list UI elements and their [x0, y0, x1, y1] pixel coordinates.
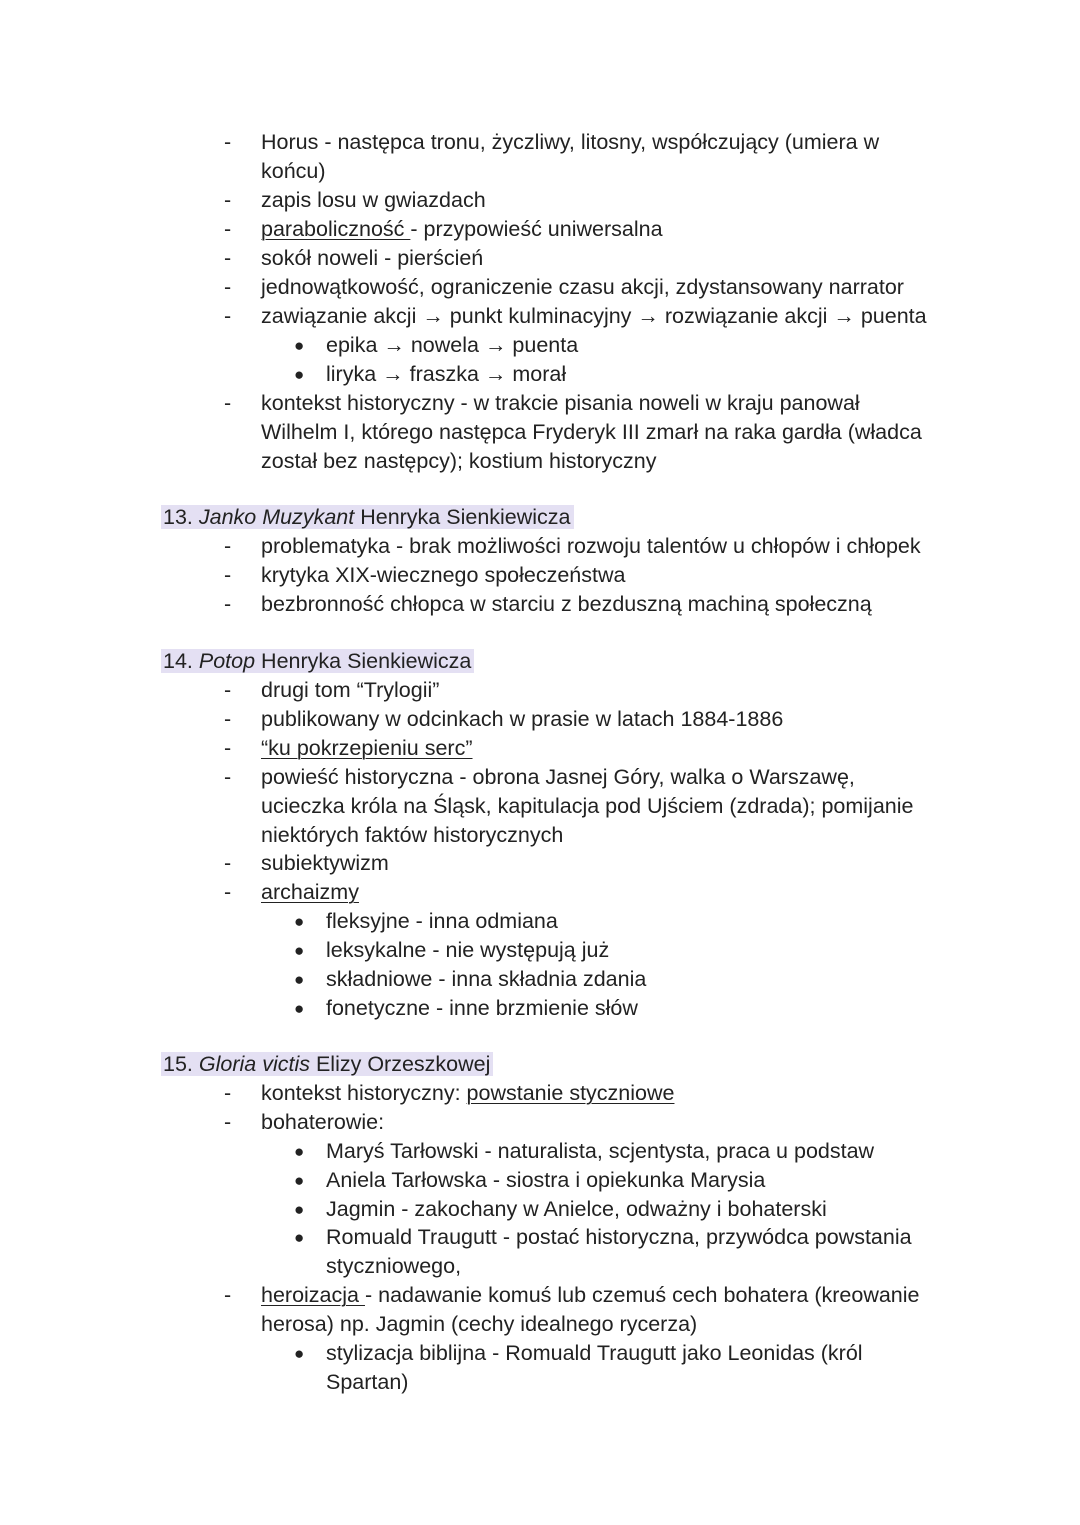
section-number: 15.	[163, 1052, 199, 1076]
list-item-bohaterowie: bohaterowie:	[261, 1110, 385, 1134]
list-item-horus: Horus - następca tronu, życzliwy, litosny, współczujący (umiera w	[261, 130, 880, 154]
sub-item-epika: epika → nowela → puenta	[326, 333, 579, 357]
bullet-marker: ●	[294, 1171, 305, 1190]
dash-marker: -	[224, 592, 232, 616]
dash-marker: -	[224, 534, 232, 558]
dash-marker: -	[224, 1283, 232, 1307]
term-powstanie: powstanie styczniowe	[466, 1081, 675, 1105]
list-item-publikowany: publikowany w odcinkach w prasie w latach 1884-1886	[261, 707, 784, 731]
dash-marker: -	[224, 563, 232, 587]
list-item-powiesc-cont: ucieczka króla na Śląsk, kapitulacja pod Ujściem (zdrada); pomijanie	[261, 794, 914, 818]
work-title: Janko Muzykant	[198, 505, 355, 529]
list-item-powiesc-cont: niektórych faktów historycznych	[261, 823, 564, 847]
list-item-archaizmy: archaizmy	[261, 880, 359, 904]
bullet-marker: ●	[294, 941, 305, 960]
sub-item-leksykalne: leksykalne - nie występują już	[326, 938, 610, 962]
bullet-marker: ●	[294, 336, 305, 355]
dash-marker: -	[224, 1081, 232, 1105]
dash-marker: -	[224, 217, 232, 241]
list-item-horus-cont: końcu)	[261, 159, 326, 183]
definition-text: - przypowieść uniwersalna	[410, 217, 663, 241]
section-number: 13.	[163, 505, 199, 529]
sub-item-aniela: Aniela Tarłowska - siostra i opiekunka Marysia	[326, 1168, 766, 1192]
dash-marker: -	[224, 880, 232, 904]
list-item-kontekst: kontekst historyczny - w trakcie pisania noweli w kraju panował	[261, 391, 860, 415]
section-heading-14	[163, 647, 474, 676]
label-text: kontekst historyczny:	[261, 1081, 467, 1105]
sub-item-stylizacja: stylizacja biblijna - Romuald Traugutt jako Leonidas (król	[326, 1341, 863, 1365]
sub-item-marys: Maryś Tarłowski - naturalista, scjentysta, praca u podstaw	[326, 1139, 875, 1163]
section-number: 14.	[163, 649, 199, 673]
list-item-kontekst-cont: Wilhelm I, którego następca Fryderyk III zmarł na raka gardła (władca	[261, 420, 922, 444]
work-author: Henryka Sienkiewicza	[354, 505, 571, 529]
work-author: Henryka Sienkiewicza	[255, 649, 472, 673]
list-item-kontekst-historyczny	[261, 1079, 674, 1108]
work-author: Elizy Orzeszkowej	[309, 1052, 491, 1076]
dash-marker: -	[224, 678, 232, 702]
dash-marker: -	[224, 851, 232, 875]
sub-item-liryka: liryka → fraszka → morał	[326, 362, 567, 386]
bullet-marker: ●	[294, 1344, 305, 1363]
dash-marker: -	[224, 246, 232, 270]
sub-item-jagmin: Jagmin - zakochany w Anielce, odważny i bohaterski	[326, 1197, 827, 1221]
section-heading-15	[163, 1050, 493, 1079]
work-title: Gloria victis	[198, 1052, 310, 1076]
bullet-marker: ●	[294, 1228, 305, 1247]
definition-text: - nadawanie komuś lub czemuś cech bohatera (kreowanie	[364, 1283, 920, 1307]
bullet-marker: ●	[294, 365, 305, 384]
list-item-sokol: sokół noweli - pierścień	[261, 246, 484, 270]
list-item-jednowatkowosc: jednowątkowość, ograniczenie czasu akcji, zdystansowany narrator	[261, 275, 904, 299]
list-item-heroizacja	[261, 1281, 920, 1310]
list-item-problematyka: problematyka - brak możliwości rozwoju talentów u chłopów i chłopek	[261, 534, 921, 558]
sub-item-fonetyczne: fonetyczne - inne brzmienie słów	[326, 996, 638, 1020]
term-heroizacja: heroizacja	[261, 1283, 365, 1307]
list-item-bezbronnosc: bezbronność chłopca w starciu z bezduszną machiną społeczną	[261, 592, 872, 616]
bullet-marker: ●	[294, 1142, 305, 1161]
sub-item-fleksyjne: fleksyjne - inna odmiana	[326, 909, 558, 933]
sub-item-romuald: Romuald Traugutt - postać historyczna, przywódca powstania	[326, 1225, 912, 1249]
dash-marker: -	[224, 1110, 232, 1134]
dash-marker: -	[224, 130, 232, 154]
dash-marker: -	[224, 736, 232, 760]
dash-marker: -	[224, 275, 232, 299]
bullet-marker: ●	[294, 999, 305, 1018]
sub-item-stylizacja-cont: Spartan)	[326, 1370, 409, 1394]
list-item-kontekst-cont: został bez następcy); kostium historyczny	[261, 449, 657, 473]
list-item-tom: drugi tom “Trylogii”	[261, 678, 440, 702]
list-item-zawiazanie: zawiązanie akcji → punkt kulminacyjny → rozwiązanie akcji → puenta	[261, 304, 927, 328]
section-heading-13	[163, 503, 574, 532]
list-item-heroizacja-cont: herosa) np. Jagmin (cechy idealnego rycerza)	[261, 1312, 698, 1336]
bullet-marker: ●	[294, 1200, 305, 1219]
term-parabolicznosc: paraboliczność	[261, 217, 411, 241]
dash-marker: -	[224, 707, 232, 731]
dash-marker: -	[224, 188, 232, 212]
bullet-marker: ●	[294, 912, 305, 931]
list-item-parabolicznosc	[261, 215, 663, 244]
list-item-subiektywizm: subiektywizm	[261, 851, 389, 875]
dash-marker: -	[224, 765, 232, 789]
list-item-krytyka: krytyka XIX-wiecznego społeczeństwa	[261, 563, 626, 587]
dash-marker: -	[224, 391, 232, 415]
dash-marker: -	[224, 304, 232, 328]
work-title: Potop	[198, 649, 256, 673]
sub-item-skladniowe: składniowe - inna składnia zdania	[326, 967, 647, 991]
list-item-powiesc: powieść historyczna - obrona Jasnej Góry, walka o Warszawę,	[261, 765, 855, 789]
bullet-marker: ●	[294, 970, 305, 989]
list-item-ku-pokrzepieniu: “ku pokrzepieniu serc”	[261, 736, 473, 760]
sub-item-romuald-cont: styczniowego,	[326, 1254, 462, 1278]
list-item-zapis: zapis losu w gwiazdach	[261, 188, 486, 212]
